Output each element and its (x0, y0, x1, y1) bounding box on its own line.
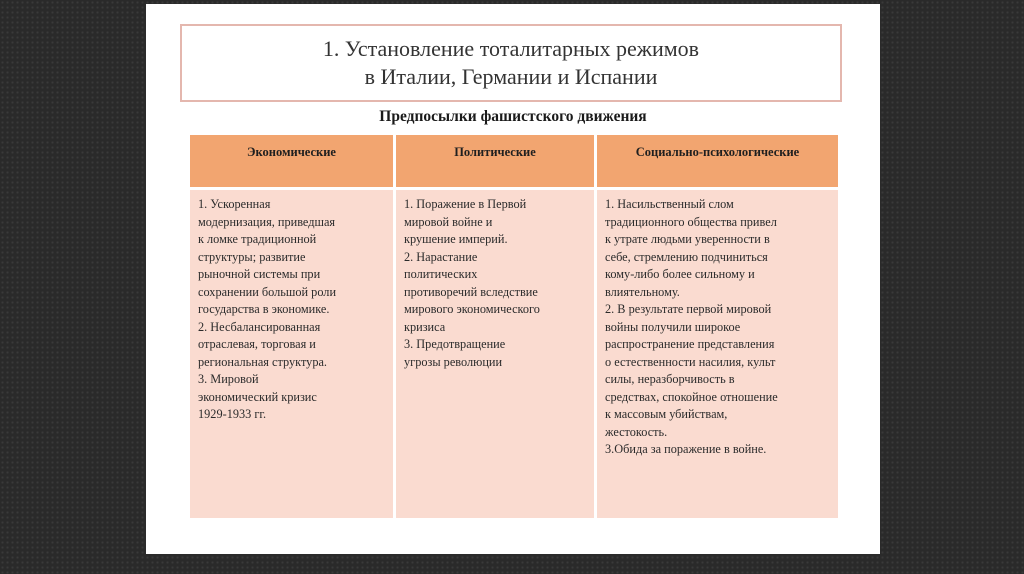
cell-line: 2. В результате первой мировой (605, 302, 772, 316)
cell-line: 3. Предотвращение (404, 337, 506, 351)
cell-line: угрозы революции (404, 354, 503, 369)
cell-line: силы, неразборчивость в (605, 372, 735, 386)
prerequisites-table (190, 135, 838, 520)
cell-line: 3.Обида за поражение в войне. (605, 442, 767, 456)
cell-line: региональная структура. (198, 354, 328, 369)
cell-line: 1. Ускоренная (198, 197, 271, 211)
cell-line: 1. Насильственный слом (605, 197, 734, 211)
header-social-psychological: Социально-психологические (597, 135, 838, 187)
cell-line: экономический кризис (198, 389, 317, 404)
cell-line: государства в экономике. (198, 302, 330, 316)
table-subtitle: Предпосылки фашистского движения (379, 108, 647, 125)
slide-title-line-2: в Италии, Германии и Испании (364, 64, 658, 89)
cell-line: 2. Несбалансированная (198, 319, 321, 334)
cell-line: противоречий вследствие (404, 284, 538, 299)
cell-line: структуры; развитие (198, 249, 306, 264)
slide-title-line-1: 1. Установление тоталитарных режимов (322, 36, 700, 61)
cell-line: о естественности насилия, культ (605, 354, 776, 369)
cell-social-psychological (597, 190, 838, 518)
cell-line: жестокость. (605, 424, 668, 439)
cell-economic (190, 190, 393, 518)
cell-line: кому-либо более сильному и (605, 267, 755, 281)
cell-line: кризиса (404, 319, 446, 334)
cell-line: политических (404, 267, 478, 281)
cell-political (396, 190, 594, 518)
cell-line: модернизация, приведшая (198, 214, 336, 229)
cell-line: к ломке традиционной (198, 232, 317, 246)
cell-line: себе, стремлению подчиниться (605, 249, 768, 264)
cell-line: 1. Поражение в Первой (404, 197, 527, 211)
cell-line: 2. Нарастание (404, 249, 478, 264)
cell-line: распространение представления (605, 337, 775, 351)
cell-line: мирового экономического (404, 302, 540, 316)
cell-line: крушение империй. (404, 232, 508, 246)
cell-line: традиционного общества привел (605, 214, 777, 229)
cell-line: сохранении большой роли (198, 284, 337, 299)
header-economic: Экономические (190, 135, 393, 187)
cell-line: отраслевая, торговая и (198, 337, 316, 351)
header-political: Политические (396, 135, 594, 187)
cell-line: средствах, спокойное отношение (605, 389, 778, 404)
cell-line: мировой войне и (404, 214, 493, 229)
cell-line: 3. Мировой (198, 372, 259, 386)
slide-title-box (180, 24, 842, 102)
cell-line: войны получили широкое (605, 319, 741, 334)
cell-line: 1929-1933 гг. (198, 407, 267, 421)
cell-line: рыночной системы при (198, 267, 321, 281)
slide (146, 4, 880, 554)
cell-line: к утрате людьми уверенности в (605, 232, 770, 246)
cell-line: влиятельному. (605, 284, 680, 299)
cell-line: к массовым убийствам, (605, 407, 728, 421)
